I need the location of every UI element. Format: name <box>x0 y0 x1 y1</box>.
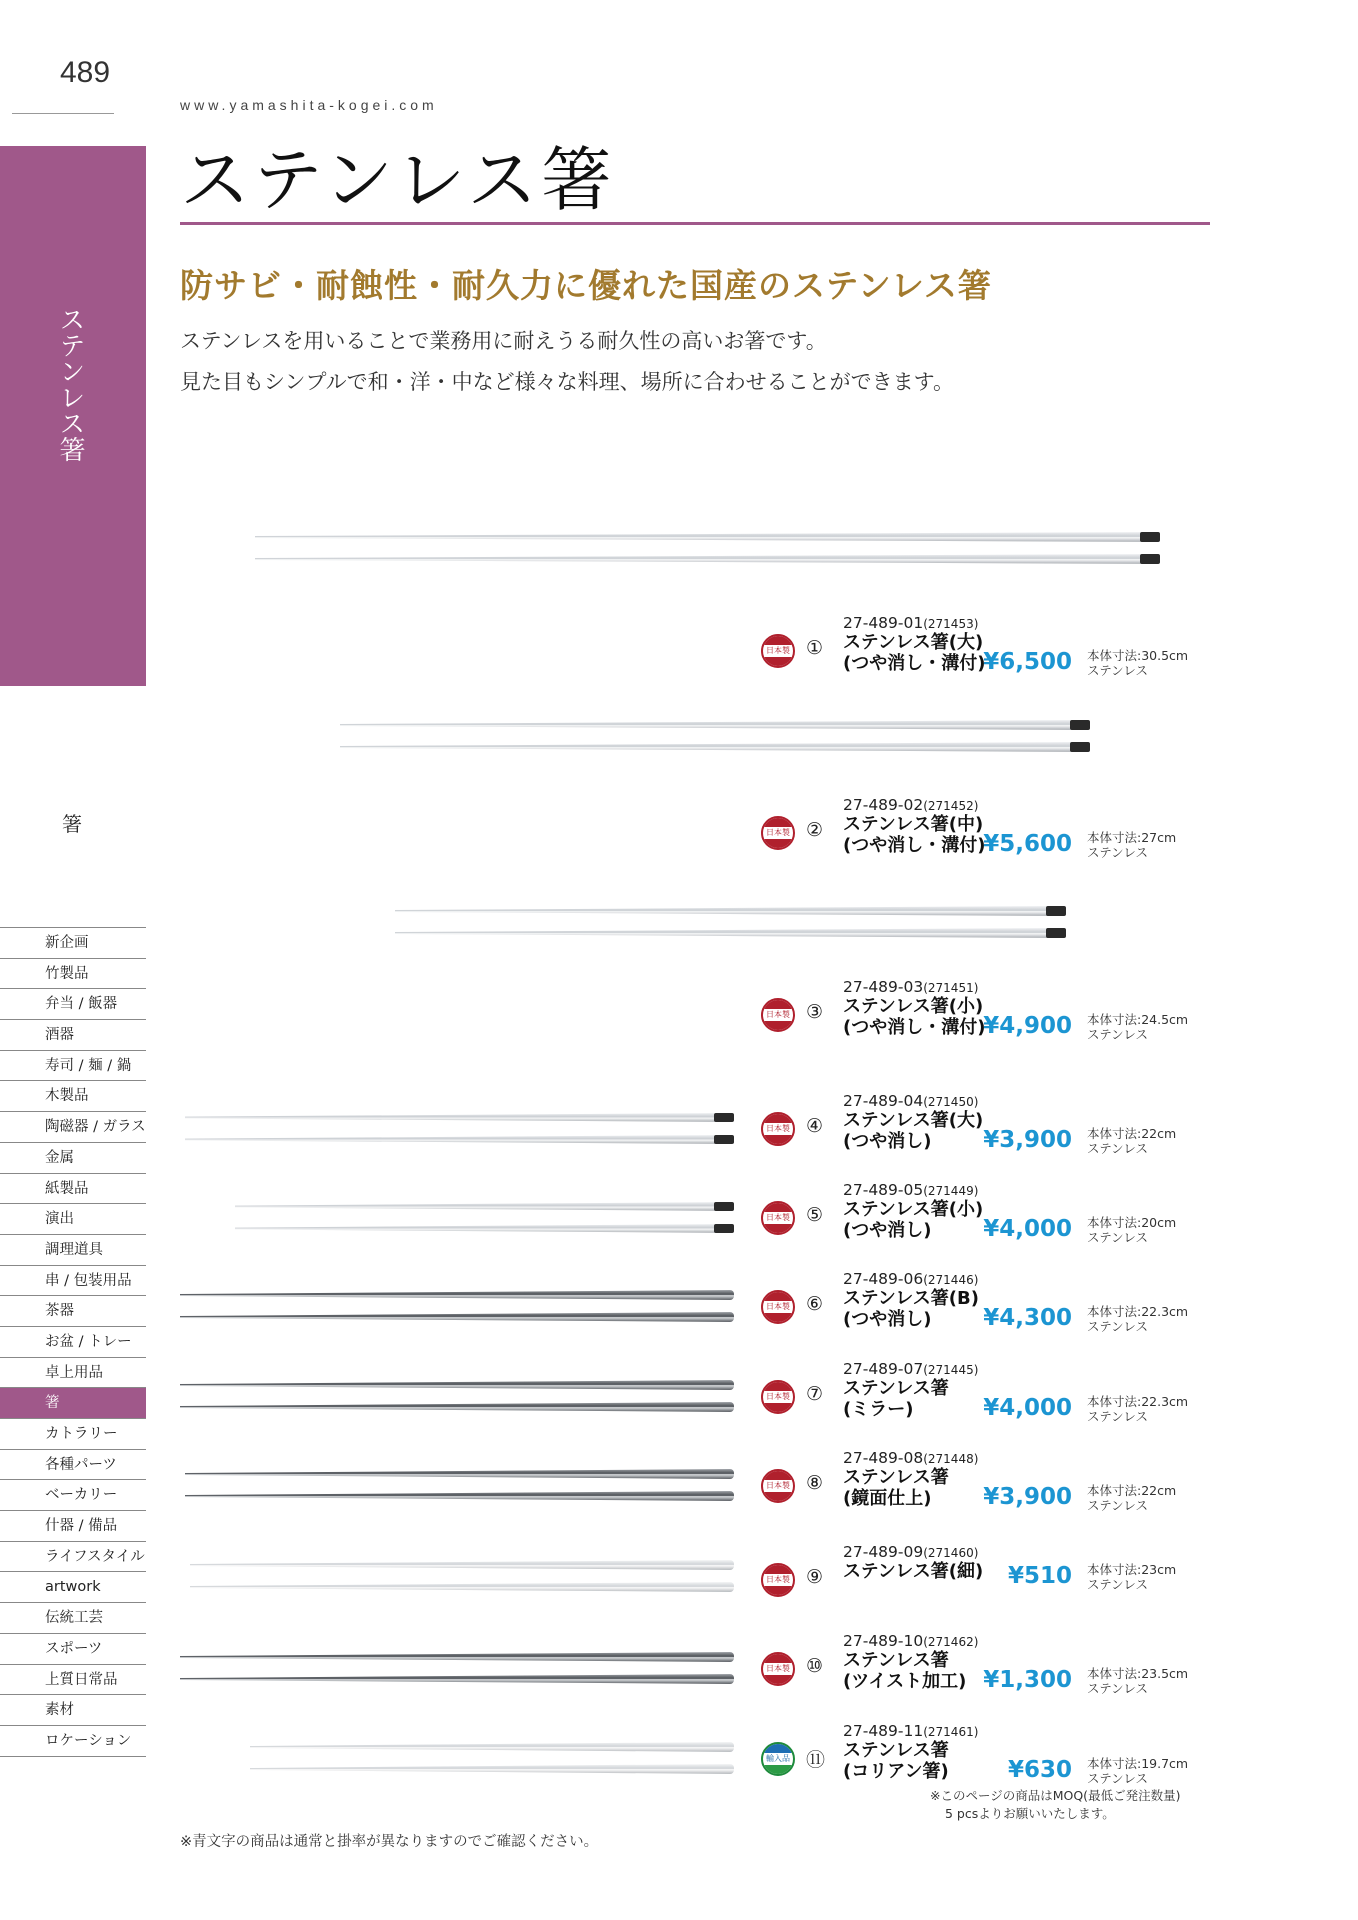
chopstick-end-cap <box>1046 928 1066 938</box>
product-price: ¥3,900 <box>983 1127 1072 1153</box>
chopstick-end-cap <box>714 1113 734 1122</box>
chopstick-end-cap <box>714 1135 734 1144</box>
badge-origin-label: 日本製 <box>766 1124 790 1133</box>
chopsticks-image <box>340 720 1090 760</box>
title-rule <box>180 222 1210 225</box>
product-number: ⑨ <box>806 1566 824 1588</box>
product-code-main: 27-489-05 <box>843 1181 924 1199</box>
product-price: ¥4,000 <box>983 1395 1072 1421</box>
made-in-japan-badge <box>761 634 795 668</box>
badge-origin-label: 日本製 <box>766 1302 790 1311</box>
product-code-main: 27-489-08 <box>843 1449 924 1467</box>
intro-line-1: ステンレスを用いることで業務用に耐えうる耐久性の高いお箸です。 <box>180 329 827 353</box>
badge-band-bottom <box>763 1765 793 1774</box>
product-code <box>843 1181 978 1199</box>
chopstick-end-cap <box>1070 742 1090 752</box>
made-in-japan-badge <box>761 1112 795 1146</box>
nav-item[interactable]: 上質日常品 <box>0 1665 146 1696</box>
badge-band-bottom <box>763 1224 793 1233</box>
chopstick-rod <box>250 1742 734 1752</box>
product-number: ① <box>806 637 824 659</box>
nav-item[interactable]: カトラリー <box>0 1419 146 1450</box>
nav-item[interactable]: 新企画 <box>0 928 146 959</box>
product-number: ② <box>806 819 824 841</box>
badge-origin-label: 輸入品 <box>766 1754 790 1763</box>
nav-item[interactable]: 什器 / 備品 <box>0 1511 146 1542</box>
page-number-rule <box>12 113 114 114</box>
badge-band-top <box>763 1000 793 1009</box>
product-code-sub: (271462) <box>923 1635 979 1649</box>
chopstick-end-cap <box>714 1202 734 1211</box>
product-name-variant: (つや消し・溝付) <box>843 835 986 856</box>
product-name: ステンレス箸(小) <box>843 1199 984 1220</box>
chopstick-rod <box>190 1582 734 1592</box>
product-price: ¥4,900 <box>983 1013 1072 1039</box>
chopstick-rod <box>180 1380 734 1390</box>
nav-item[interactable]: 金属 <box>0 1143 146 1174</box>
product-name: ステンレス箸(B) <box>843 1288 979 1309</box>
chopstick-rod <box>340 742 1090 752</box>
product-name-variant: (鏡面仕上) <box>843 1488 932 1509</box>
product-name: ステンレス箸 <box>843 1650 949 1671</box>
nav-item[interactable]: 串 / 包装用品 <box>0 1266 146 1297</box>
product-code <box>843 1543 978 1561</box>
footnote: ※青文字の商品は通常と掛率が異なりますのでご確認ください。 <box>180 1834 599 1850</box>
page-title: ステンレス箸 <box>180 139 616 221</box>
product-size: 本体寸法:30.5cm <box>1087 648 1189 663</box>
badge-band-bottom <box>763 839 793 848</box>
nav-item[interactable]: 木製品 <box>0 1081 146 1112</box>
product-code-main: 27-489-07 <box>843 1360 924 1378</box>
product-code-sub: (271453) <box>923 617 979 631</box>
badge-origin-label: 日本製 <box>766 1575 790 1584</box>
side-band-label: ステンレス箸 <box>55 306 85 462</box>
product-code-main: 27-489-11 <box>843 1722 924 1740</box>
product-code <box>843 614 978 632</box>
product-code <box>843 1360 978 1378</box>
chopstick-rod <box>340 720 1090 730</box>
nav-item[interactable]: 箸 <box>0 1388 146 1419</box>
chopstick-rod <box>255 554 1160 564</box>
badge-band-bottom <box>763 1675 793 1684</box>
chopstick-rod <box>180 1652 734 1662</box>
product-code-main: 27-489-10 <box>843 1632 924 1650</box>
product-price: ¥510 <box>1007 1563 1072 1589</box>
page-number: 489 <box>60 56 111 89</box>
nav-item[interactable]: 演出 <box>0 1204 146 1235</box>
chopstick-rod <box>185 1469 734 1479</box>
product-code <box>843 1722 978 1740</box>
badge-band-top <box>763 1654 793 1663</box>
badge-band-bottom <box>763 657 793 666</box>
product-code <box>843 1092 978 1110</box>
product-price: ¥4,300 <box>983 1305 1072 1331</box>
product-name-variant: (ミラー) <box>843 1399 914 1420</box>
badge-band-top <box>763 818 793 827</box>
product-material: ステンレス <box>1087 1409 1148 1424</box>
product-code-main: 27-489-01 <box>843 614 924 632</box>
chopstick-rod <box>180 1402 734 1412</box>
nav-item[interactable]: ベーカリー <box>0 1480 146 1511</box>
product-size: 本体寸法:22cm <box>1087 1483 1177 1498</box>
badge-origin-label: 日本製 <box>766 1664 790 1673</box>
product-code-sub: (271445) <box>923 1363 979 1377</box>
product-size: 本体寸法:24.5cm <box>1087 1012 1189 1027</box>
nav-item[interactable]: 各種パーツ <box>0 1450 146 1481</box>
chopsticks-image <box>395 906 1066 946</box>
badge-origin-label: 日本製 <box>766 646 790 655</box>
product-material: ステンレス <box>1087 1681 1148 1696</box>
product-code <box>843 1449 978 1467</box>
product-code-sub: (271448) <box>923 1452 979 1466</box>
nav-item[interactable]: 竹製品 <box>0 959 146 990</box>
product-name-variant: (つや消し) <box>843 1220 932 1241</box>
nav-item[interactable]: 弁当 / 飯器 <box>0 989 146 1020</box>
product-code-main: 27-489-02 <box>843 796 924 814</box>
side-category-label: 箸 <box>62 812 82 836</box>
product-size: 本体寸法:19.7cm <box>1087 1756 1189 1771</box>
badge-origin-label: 日本製 <box>766 1392 790 1401</box>
product-size: 本体寸法:22.3cm <box>1087 1304 1189 1319</box>
chopstick-rod <box>395 906 1066 916</box>
product-code-main: 27-489-04 <box>843 1092 924 1110</box>
product-code-sub: (271446) <box>923 1273 979 1287</box>
product-price: ¥4,000 <box>983 1216 1072 1242</box>
product-material: ステンレス <box>1087 1027 1148 1042</box>
product-name: ステンレス箸(細) <box>843 1561 984 1582</box>
chopstick-rod <box>185 1113 734 1122</box>
made-in-japan-badge <box>761 1201 795 1235</box>
moq-note-line-2: 5 pcsよりお願いいたします。 <box>945 1806 1115 1821</box>
moq-note-line-1: ※このページの商品はMOQ(最低ご発注数量) <box>930 1788 1181 1803</box>
chopstick-end-cap <box>1070 720 1090 730</box>
product-code-sub: (271449) <box>923 1184 979 1198</box>
chopstick-end-cap <box>1046 906 1066 916</box>
chopsticks-image <box>185 1469 734 1509</box>
product-material: ステンレス <box>1087 663 1148 678</box>
badge-band-top <box>763 636 793 645</box>
product-name: ステンレス箸(中) <box>843 814 984 835</box>
product-number: ⑩ <box>806 1655 824 1677</box>
chopstick-rod <box>250 1764 734 1774</box>
product-material: ステンレス <box>1087 1141 1148 1156</box>
chopstick-rod <box>235 1224 734 1233</box>
product-code-main: 27-489-09 <box>843 1543 924 1561</box>
badge-band-bottom <box>763 1313 793 1322</box>
chopstick-rod <box>180 1674 734 1684</box>
made-in-japan-badge <box>761 1563 795 1597</box>
product-name-variant: (つや消し) <box>843 1131 932 1152</box>
badge-origin-label: 日本製 <box>766 1213 790 1222</box>
subtitle: 防サビ・耐蝕性・耐久力に優れた国産のステンレス箸 <box>180 266 992 305</box>
chopsticks-image <box>180 1290 734 1330</box>
badge-band-bottom <box>763 1586 793 1595</box>
badge-band-top <box>763 1744 793 1753</box>
product-material: ステンレス <box>1087 1771 1148 1786</box>
product-number: ⑪ <box>806 1749 826 1771</box>
category-index-nav <box>0 928 146 1757</box>
nav-item[interactable]: ライフスタイル <box>0 1542 146 1573</box>
product-code-sub: (271452) <box>923 799 979 813</box>
product-name-variant: (つや消し・溝付) <box>843 653 986 674</box>
product-name-variant: (コリアン箸) <box>843 1761 949 1782</box>
nav-item[interactable]: 卓上用品 <box>0 1358 146 1389</box>
product-price: ¥1,300 <box>983 1667 1072 1693</box>
chopstick-rod <box>255 532 1160 542</box>
product-code <box>843 1632 978 1650</box>
product-name: ステンレス箸(大) <box>843 632 984 653</box>
badge-band-bottom <box>763 1403 793 1412</box>
chopsticks-image <box>185 1113 734 1153</box>
product-number: ④ <box>806 1115 824 1137</box>
made-in-japan-badge <box>761 1469 795 1503</box>
nav-item[interactable]: 酒器 <box>0 1020 146 1051</box>
chopstick-rod <box>185 1491 734 1501</box>
chopstick-rod <box>235 1202 734 1211</box>
product-price: ¥630 <box>1007 1757 1072 1783</box>
chopstick-rod <box>185 1135 734 1144</box>
chopstick-rod <box>395 928 1066 938</box>
product-size: 本体寸法:27cm <box>1087 830 1177 845</box>
nav-item[interactable]: 伝統工芸 <box>0 1603 146 1634</box>
badge-band-top <box>763 1382 793 1391</box>
product-size: 本体寸法:23.5cm <box>1087 1666 1189 1681</box>
product-number: ⑤ <box>806 1204 824 1226</box>
product-size: 本体寸法:23cm <box>1087 1562 1177 1577</box>
product-price: ¥3,900 <box>983 1484 1072 1510</box>
product-price: ¥5,600 <box>983 831 1072 857</box>
product-code <box>843 1270 978 1288</box>
chopsticks-image <box>255 532 1160 572</box>
badge-band-bottom <box>763 1492 793 1501</box>
product-name: ステンレス箸 <box>843 1740 949 1761</box>
nav-item[interactable]: 紙製品 <box>0 1174 146 1205</box>
chopsticks-image <box>180 1380 734 1420</box>
chopstick-rod <box>180 1312 734 1322</box>
product-material: ステンレス <box>1087 1498 1148 1513</box>
product-name: ステンレス箸 <box>843 1467 949 1488</box>
product-name: ステンレス箸(小) <box>843 996 984 1017</box>
chopsticks-image <box>235 1202 734 1242</box>
badge-origin-label: 日本製 <box>766 828 790 837</box>
product-code-main: 27-489-03 <box>843 978 924 996</box>
chopstick-end-cap <box>1140 554 1160 564</box>
product-code <box>843 796 978 814</box>
product-name-variant: (つや消し・溝付) <box>843 1017 986 1038</box>
chopstick-end-cap <box>1140 532 1160 542</box>
product-code-sub: (271451) <box>923 981 979 995</box>
product-number: ⑥ <box>806 1293 824 1315</box>
product-number: ⑧ <box>806 1472 824 1494</box>
intro-line-2: 見た目もシンプルで和・洋・中など様々な料理、場所に合わせることができます。 <box>180 370 954 394</box>
product-name-variant: (ツイスト加工) <box>843 1671 967 1692</box>
nav-item[interactable]: 素材 <box>0 1695 146 1726</box>
badge-band-top <box>763 1471 793 1480</box>
product-material: ステンレス <box>1087 1319 1148 1334</box>
badge-band-top <box>763 1292 793 1301</box>
product-code-sub: (271450) <box>923 1095 979 1109</box>
nav-item[interactable]: 寿司 / 麺 / 鍋 <box>0 1051 146 1082</box>
product-number: ⑦ <box>806 1383 824 1405</box>
nav-item[interactable]: ロケーション <box>0 1726 146 1757</box>
product-size: 本体寸法:20cm <box>1087 1215 1177 1230</box>
chopsticks-image <box>250 1742 734 1782</box>
badge-band-top <box>763 1203 793 1212</box>
chopsticks-image <box>180 1652 734 1692</box>
product-code <box>843 978 978 996</box>
made-in-japan-badge <box>761 1290 795 1324</box>
chopstick-rod <box>190 1560 734 1570</box>
badge-origin-label: 日本製 <box>766 1010 790 1019</box>
chopsticks-image <box>190 1560 734 1600</box>
nav-item[interactable]: スポーツ <box>0 1634 146 1665</box>
product-material: ステンレス <box>1087 1577 1148 1592</box>
product-name: ステンレス箸 <box>843 1378 949 1399</box>
chopstick-rod <box>180 1290 734 1300</box>
product-name-variant: (つや消し) <box>843 1309 932 1330</box>
product-code-sub: (271460) <box>923 1546 979 1560</box>
made-in-japan-badge <box>761 816 795 850</box>
product-material: ステンレス <box>1087 845 1148 860</box>
badge-band-bottom <box>763 1021 793 1030</box>
badge-origin-label: 日本製 <box>766 1481 790 1490</box>
product-price: ¥6,500 <box>983 649 1072 675</box>
nav-item[interactable]: 陶磁器 / ガラス <box>0 1112 146 1143</box>
made-in-japan-badge <box>761 1380 795 1414</box>
badge-band-bottom <box>763 1135 793 1144</box>
product-size: 本体寸法:22.3cm <box>1087 1394 1189 1409</box>
import-badge <box>761 1742 795 1776</box>
product-number: ③ <box>806 1001 824 1023</box>
nav-item[interactable]: 調理道具 <box>0 1235 146 1266</box>
badge-band-top <box>763 1114 793 1123</box>
product-code-sub: (271461) <box>923 1725 979 1739</box>
chopstick-end-cap <box>714 1224 734 1233</box>
product-material: ステンレス <box>1087 1230 1148 1245</box>
product-code-main: 27-489-06 <box>843 1270 924 1288</box>
made-in-japan-badge <box>761 998 795 1032</box>
product-name: ステンレス箸(大) <box>843 1110 984 1131</box>
product-size: 本体寸法:22cm <box>1087 1126 1177 1141</box>
badge-band-top <box>763 1565 793 1574</box>
made-in-japan-badge <box>761 1652 795 1686</box>
nav-item[interactable]: 茶器 <box>0 1296 146 1327</box>
nav-item[interactable]: artwork <box>0 1572 146 1603</box>
nav-item[interactable]: お盆 / トレー <box>0 1327 146 1358</box>
site-url[interactable]: www.yamashita-kogei.com <box>180 97 438 113</box>
